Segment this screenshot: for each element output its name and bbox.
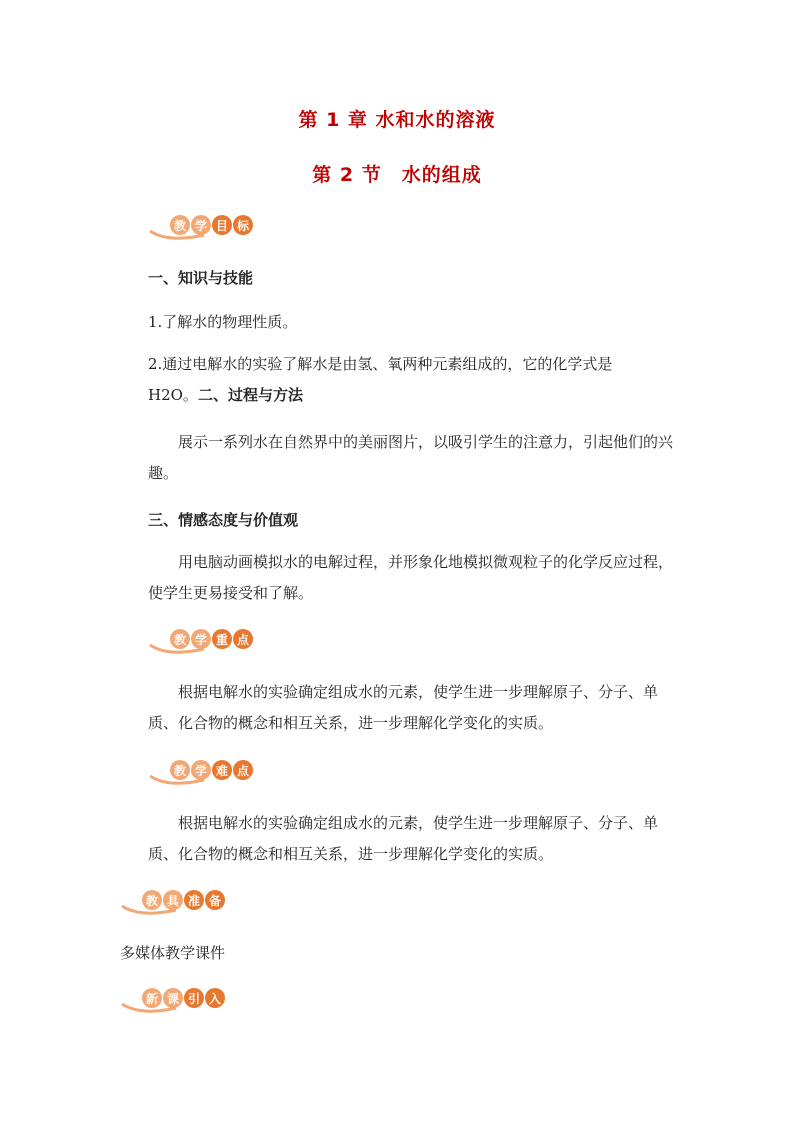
- heading-knowledge-skills: 一、知识与技能: [148, 269, 254, 287]
- materials-text: 多媒体教学课件: [120, 944, 226, 962]
- badge-char: 学: [191, 215, 211, 235]
- badge-key-points: [148, 629, 288, 659]
- difficulties-text: 根据电解水的实验确定组成水的元素，使学生进一步理解原子、分子、单质、化合物的概念和相互关系，进一步理解化学变化的实质。: [148, 814, 659, 863]
- badge-teaching-materials: [120, 890, 260, 920]
- badge-char: 学: [191, 760, 211, 780]
- badge-char: 标: [233, 215, 253, 235]
- badge-char: 教: [142, 890, 162, 910]
- badge-teaching-objectives: [148, 215, 288, 245]
- badge-difficulties: [148, 760, 288, 790]
- badge-char: 点: [233, 760, 253, 780]
- badge-char: 具: [163, 890, 183, 910]
- badge-char: 课: [163, 988, 183, 1008]
- attitudes-values-text: 用电脑动画模拟水的电解过程，并形象化地模拟微观粒子的化学反应过程，使学生更易接受和了解。: [148, 553, 674, 602]
- objective-item-2: 2.通过电解水的实验了解水是由氢、氧两种元素组成的，它的化学式是: [148, 355, 613, 373]
- badge-char: 点: [233, 629, 253, 649]
- badge-char: 备: [205, 890, 225, 910]
- badge-char: 学: [191, 629, 211, 649]
- badge-char: 教: [170, 215, 190, 235]
- heading-attitudes-values: 三、情感态度与价值观: [148, 511, 299, 529]
- badge-char: 准: [184, 890, 204, 910]
- badge-char: 目: [212, 215, 232, 235]
- badge-char: 重: [212, 629, 232, 649]
- objective-formula-text: H2O。: [148, 386, 198, 404]
- objective-item-2-continued: [148, 380, 678, 411]
- section-title: 第 2 节 水的组成: [312, 164, 482, 186]
- badge-char: 教: [170, 760, 190, 780]
- chapter-title: 第 1 章 水和水的溶液: [298, 109, 496, 131]
- badge-char: 引: [184, 988, 204, 1008]
- badge-char: 难: [212, 760, 232, 780]
- key-points-text: 根据电解水的实验确定组成水的元素，使学生进一步理解原子、分子、单质、化合物的概念和相互关系，进一步理解化学变化的实质。: [148, 683, 659, 732]
- badge-char: 新: [142, 988, 162, 1008]
- process-methods-text: 展示一系列水在自然界中的美丽图片，以吸引学生的注意力，引起他们的兴趣。: [148, 433, 674, 482]
- heading-process-methods: 二、过程与方法: [197, 386, 303, 404]
- badge-lesson-intro: [120, 988, 260, 1018]
- objective-item-1: 1.了解水的物理性质。: [148, 313, 298, 331]
- badge-char: 入: [205, 988, 225, 1008]
- badge-char: 教: [170, 629, 190, 649]
